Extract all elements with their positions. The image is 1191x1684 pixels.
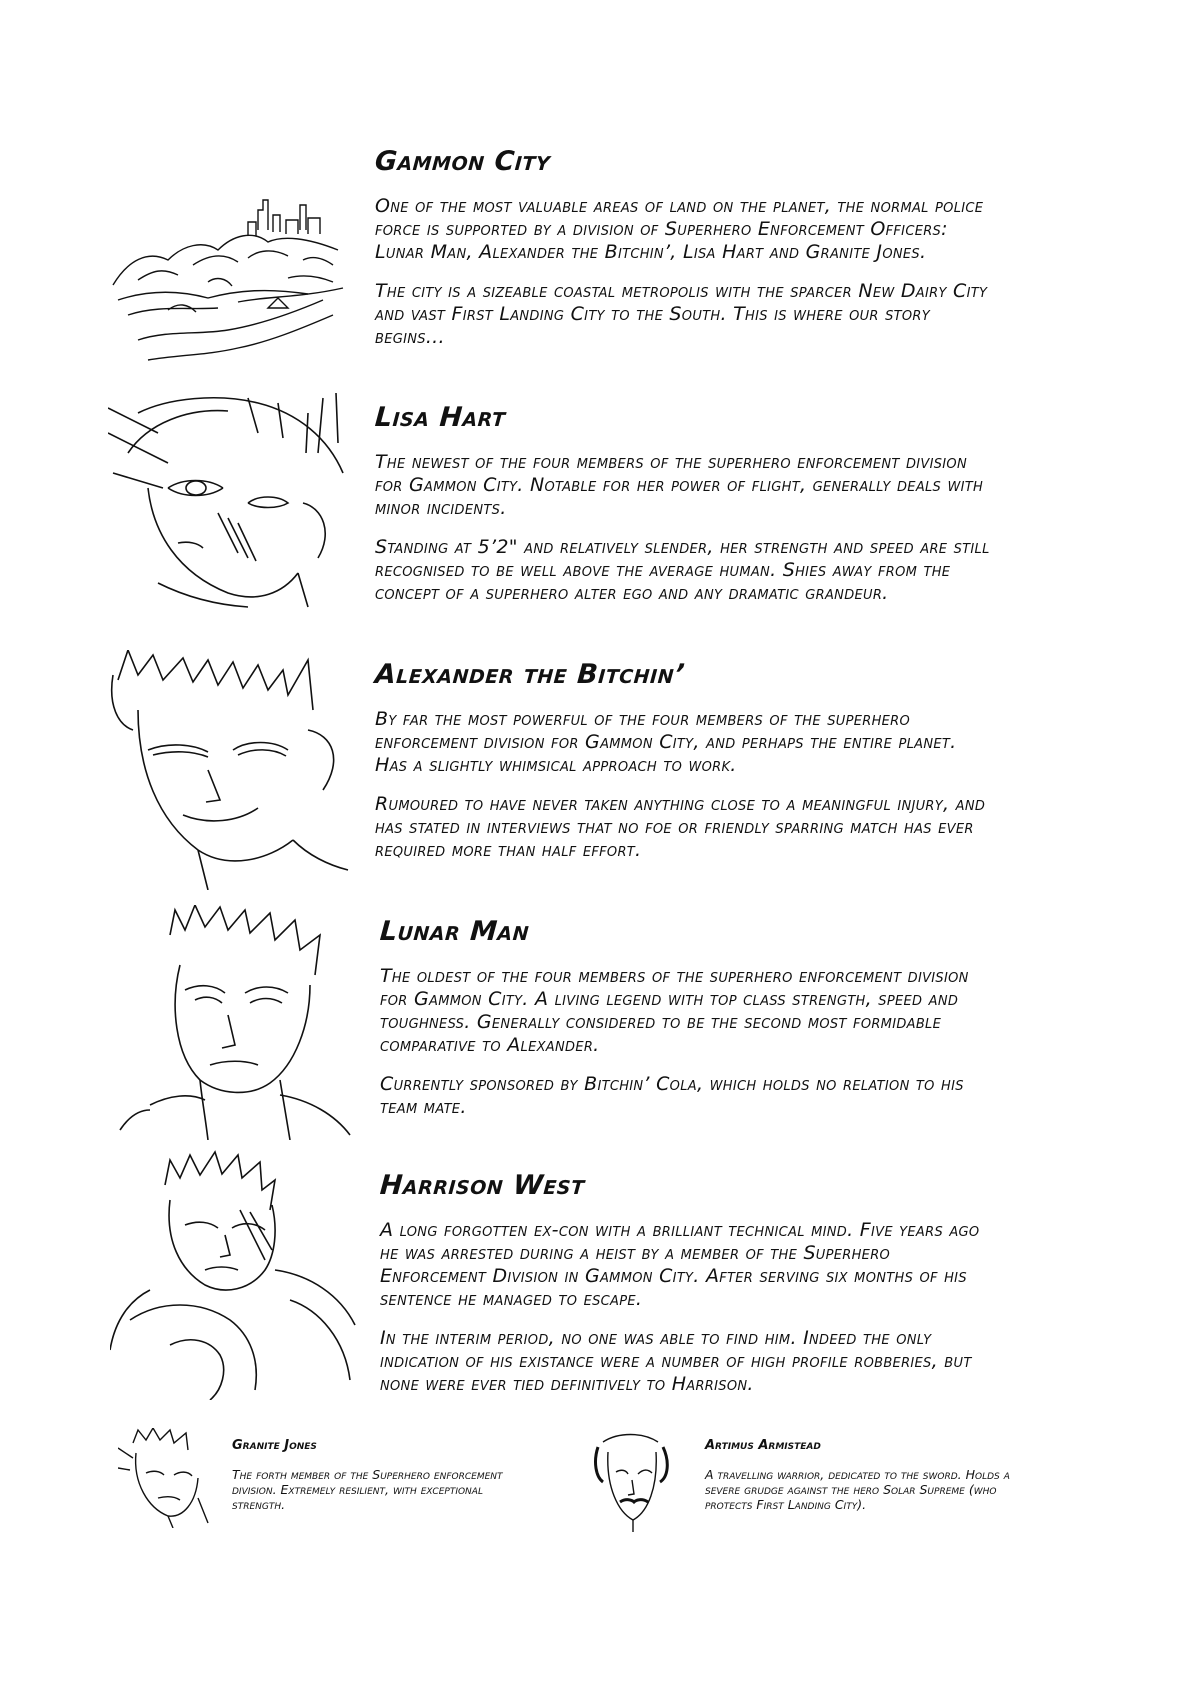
entry-paragraph: Rumoured to have never taken anything close to a meaningful injury, and has stated in interviews that no foe or friendly sparring match has ever required more than half effort. (375, 793, 986, 861)
entry-paragraph: The oldest of the four members of the superhero enforcement division for Gammon City. A living legend with top class strength, speed and toughness. Generally considered to be the second most formidable comparative to Alexander. (380, 965, 969, 1056)
entry-alexander (375, 659, 995, 878)
minor-title: Artimus Armistead (705, 1438, 821, 1453)
entry-paragraph: Currently sponsored by Bitchin’ Cola, which holds no relation to his team mate. (380, 1073, 964, 1118)
minor-text: A travelling warrior, dedicated to the sword. Holds a severe grudge against the hero Solar Supreme (who protects First Landing City). (705, 1467, 1010, 1512)
entry-paragraph: The city is a sizeable coastal metropolis with the sparcer New Dairy City and vast First Landing City to the South. This is where our story begins... (375, 280, 988, 348)
lisa-hart-portrait (108, 393, 353, 608)
entry-paragraph: The newest of the four members of the superhero enforcement division for Gammon City. Notable for her power of flight, generally deals with minor incidents. (375, 451, 984, 519)
entry-title: Gammon City (373, 146, 552, 177)
entry-paragraph: A long forgotten ex-con with a brilliant technical mind. Five years ago he was arrested during a heist by a member of the Superhero Enforcement Division in Gammon City. After serving six months of his sentence he managed to escape. (380, 1219, 980, 1310)
entry-paragraph: By far the most powerful of the four members of the superhero enforcement division for Gammon City, and perhaps the entire planet. Has a slightly whimsical approach to work. (375, 708, 957, 776)
entry-lunar-man (380, 916, 1000, 1135)
entry-title: Lunar Man (378, 916, 531, 947)
minor-text: The forth member of the Superhero enforcement division. Extremely resilient, with exceptional strength. (232, 1467, 503, 1512)
entry-harrison-west (380, 1170, 1000, 1412)
entry-gammon-city (375, 146, 995, 365)
entry-title: Harrison West (378, 1170, 586, 1201)
gammon-city-illustration (108, 190, 353, 370)
alexander-portrait (108, 650, 353, 890)
entry-lisa-hart (375, 402, 995, 621)
harrison-west-portrait (110, 1150, 365, 1400)
lunar-man-portrait (110, 905, 355, 1140)
entry-paragraph: Standing at 5’2" and relatively slender, her strength and speed are still recognised to be well above the average human. Shies away from the concept of a superhero alter ego and any dramatic grandeur. (375, 536, 990, 604)
entry-title: Lisa Hart (373, 402, 507, 433)
granite-jones-portrait (118, 1428, 213, 1528)
entry-paragraph: One of the most valuable areas of land on the planet, the normal police force is supported by a division of Superhero Enforcement Officers: Lunar Man, Alexander the Bitchin’, Lisa Hart and Granite Jones. (375, 195, 984, 263)
minor-artimus-armistead (705, 1438, 1025, 1512)
entry-title: Alexander the Bitchin’ (373, 659, 687, 690)
minor-granite-jones (232, 1438, 532, 1512)
entry-paragraph: In the interim period, no one was able to find him. Indeed the only indication of his existance were a number of high profile robberies, but none were ever tied definitively to Harrison. (380, 1327, 972, 1395)
minor-title: Granite Jones (232, 1438, 317, 1453)
artimus-armistead-portrait (588, 1432, 678, 1532)
